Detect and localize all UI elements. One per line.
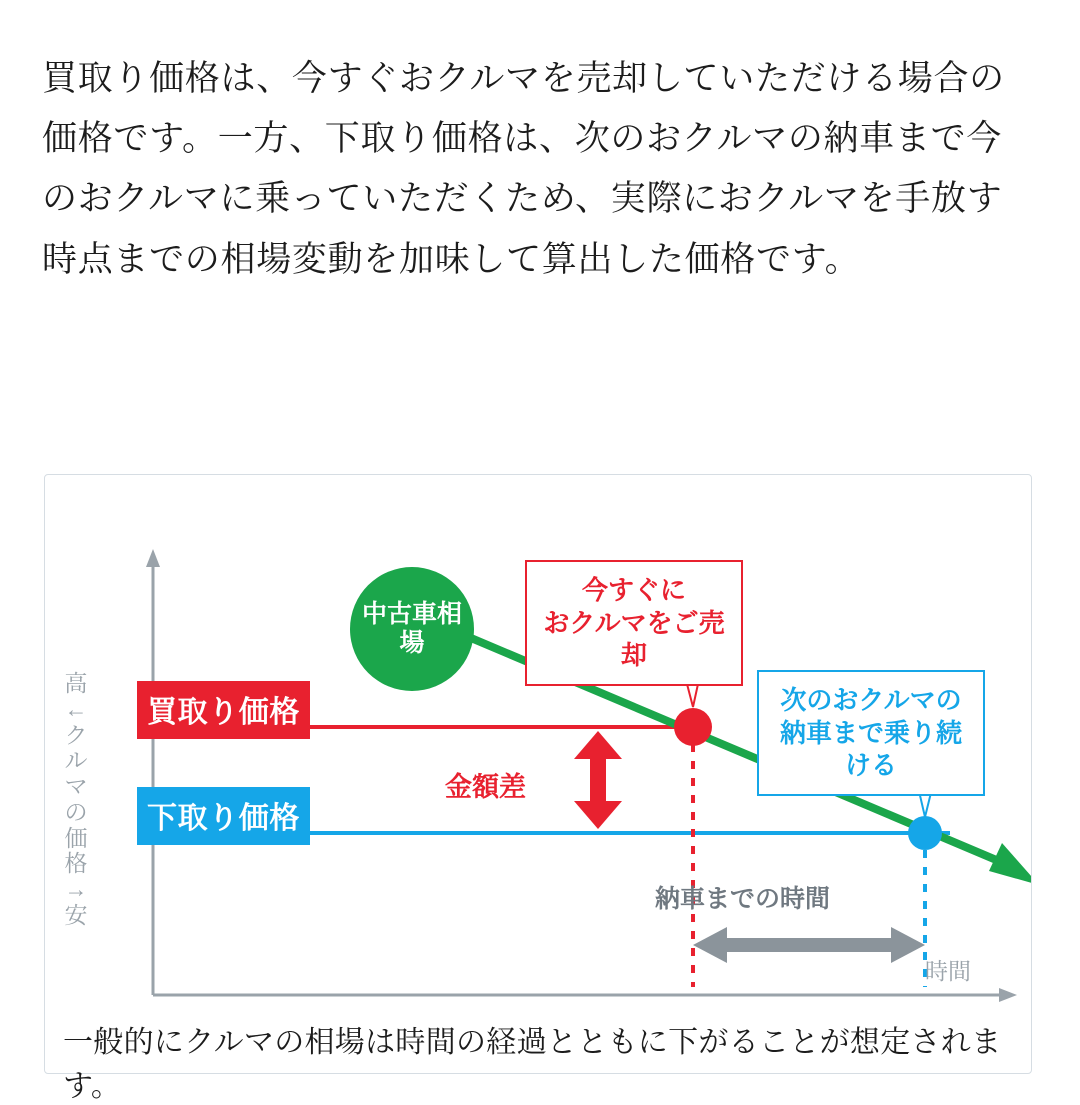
intro-paragraph: 買取り価格は、今すぐおクルマを売却していただける場合の価格です。一方、下取り価格は、次のおクルマの納車まで今のおクルマに乗っていただくため、実際におクルマを手放す時点までの相場変動を加味して算出した価格です。 — [42, 59, 1005, 279]
callout-sell-now — [525, 560, 743, 686]
figure-card — [44, 474, 1032, 1103]
amount-difference-arrow — [574, 731, 622, 829]
callout-keep-driving — [757, 670, 985, 796]
used-car-market-bubble — [350, 567, 474, 691]
purchase-price-tag: 買取り価格 — [137, 681, 310, 739]
callout-keep-driving-line1: 次のおクルマの — [780, 685, 962, 715]
trade-in-price-tag: 下取り価格 — [137, 787, 310, 845]
chart-area — [45, 475, 1031, 1035]
callout-sell-now-line1: 今すぐに — [581, 575, 686, 605]
delivery-time-label: 納車までの時間 — [655, 885, 831, 913]
delivery-marker — [908, 816, 942, 850]
amount-difference-label: 金額差 — [445, 772, 526, 802]
sell-now-marker — [674, 708, 712, 746]
figure-caption: 一般的にクルマの相場は時間の経過とともに下がることが想定されます。 — [63, 1026, 1002, 1103]
y-axis-label: 高←クルマの価格→安 — [64, 670, 88, 928]
x-axis-label: 時間 — [925, 958, 971, 984]
used-car-market-bubble-label: 中古車相場 — [361, 599, 462, 657]
delivery-time-arrow — [693, 927, 925, 963]
callout-keep-driving-line2: 納車まで乗り続ける — [779, 717, 962, 780]
y-axis — [146, 549, 160, 995]
x-axis — [153, 988, 1017, 1002]
callout-sell-now-line2: おクルマをご売却 — [543, 607, 725, 670]
